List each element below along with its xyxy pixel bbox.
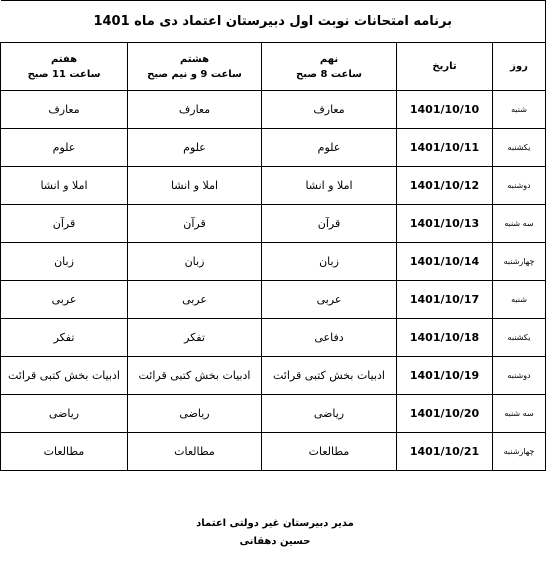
grade-9-subject: عربی bbox=[262, 281, 397, 319]
grade-7-subject: املا و انشا bbox=[1, 167, 128, 205]
table-row bbox=[1, 167, 546, 205]
header-row bbox=[1, 43, 546, 91]
table-row bbox=[1, 205, 546, 243]
day-cell: چهارشنبه bbox=[493, 433, 546, 471]
grade-9-subject: ادبیات بخش کتبی قرائت bbox=[262, 357, 397, 395]
header-date: تاریخ bbox=[397, 43, 493, 91]
grade-7-subject: زبان bbox=[1, 243, 128, 281]
grade-8-time: ساعت 9 و نیم صبح bbox=[147, 68, 242, 80]
date-cell: 1401/10/10 bbox=[397, 91, 493, 129]
grade-9-subject: زبان bbox=[262, 243, 397, 281]
grade-8-subject: ریاضی bbox=[128, 395, 262, 433]
grade-9-subject: دفاعی bbox=[262, 319, 397, 357]
header-grade-7 bbox=[1, 43, 128, 91]
grade-7-time: ساعت 11 صبح bbox=[27, 68, 101, 80]
grade-8-subject: علوم bbox=[128, 129, 262, 167]
table-row bbox=[1, 243, 546, 281]
grade-8-subject: تفکر bbox=[128, 319, 262, 357]
grade-8-subject: عربی bbox=[128, 281, 262, 319]
table-row bbox=[1, 281, 546, 319]
grade-9-subject: قرآن bbox=[262, 205, 397, 243]
table-row bbox=[1, 91, 546, 129]
grade-7-subject: مطالعات bbox=[1, 433, 128, 471]
day-cell: سه شنبه bbox=[493, 205, 546, 243]
grade-7-subject: ادبیات بخش کتبی قرائت bbox=[1, 357, 128, 395]
day-cell: شنبه bbox=[493, 281, 546, 319]
table-row bbox=[1, 319, 546, 357]
day-cell: یکشنبه bbox=[493, 129, 546, 167]
day-cell: دوشنبه bbox=[493, 167, 546, 205]
day-cell: شنبه bbox=[493, 91, 546, 129]
date-cell: 1401/10/20 bbox=[397, 395, 493, 433]
date-cell: 1401/10/11 bbox=[397, 129, 493, 167]
date-cell: 1401/10/12 bbox=[397, 167, 493, 205]
day-cell: سه شنبه bbox=[493, 395, 546, 433]
header-grade-9 bbox=[262, 43, 397, 91]
date-cell: 1401/10/14 bbox=[397, 243, 493, 281]
principal-name: حسین دهقانی bbox=[239, 536, 311, 547]
grade-9-subject: علوم bbox=[262, 129, 397, 167]
grade-8-label: هشتم bbox=[179, 53, 210, 65]
date-cell: 1401/10/19 bbox=[397, 357, 493, 395]
date-cell: 1401/10/17 bbox=[397, 281, 493, 319]
grade-7-subject: تفکر bbox=[1, 319, 128, 357]
header-grade-8 bbox=[128, 43, 262, 91]
grade-7-subject: ریاضی bbox=[1, 395, 128, 433]
grade-8-subject: قرآن bbox=[128, 205, 262, 243]
grade-9-subject: املا و انشا bbox=[262, 167, 397, 205]
table-row bbox=[1, 433, 546, 471]
grade-8-subject: معارف bbox=[128, 91, 262, 129]
date-cell: 1401/10/18 bbox=[397, 319, 493, 357]
date-cell: 1401/10/21 bbox=[397, 433, 493, 471]
grade-8-subject: زبان bbox=[128, 243, 262, 281]
grade-7-subject: قرآن bbox=[1, 205, 128, 243]
grade-7-subject: معارف bbox=[1, 91, 128, 129]
principal-title: مدیر دبیرستان غیر دولتی اعتماد bbox=[196, 518, 354, 529]
grade-9-subject: معارف bbox=[262, 91, 397, 129]
date-cell: 1401/10/13 bbox=[397, 205, 493, 243]
day-cell: یکشنبه bbox=[493, 319, 546, 357]
grade-9-subject: مطالعات bbox=[262, 433, 397, 471]
grade-8-subject: مطالعات bbox=[128, 433, 262, 471]
grade-9-time: ساعت 8 صبح bbox=[296, 68, 362, 80]
day-cell: چهارشنبه bbox=[493, 243, 546, 281]
grade-8-subject: ادبیات بخش کتبی قرائت bbox=[128, 357, 262, 395]
schedule-title: برنامه امتحانات نوبت اول دبیرستان اعتماد دی ماه 1401 bbox=[1, 1, 546, 43]
grade-9-label: نهم bbox=[319, 53, 339, 65]
grade-8-subject: املا و انشا bbox=[128, 167, 262, 205]
header-day: روز bbox=[493, 43, 546, 91]
grade-7-subject: عربی bbox=[1, 281, 128, 319]
table-row bbox=[1, 395, 546, 433]
day-cell: دوشنبه bbox=[493, 357, 546, 395]
grade-7-label: هفتم bbox=[50, 53, 78, 65]
grade-7-subject: علوم bbox=[1, 129, 128, 167]
table-row bbox=[1, 129, 546, 167]
grade-9-subject: ریاضی bbox=[262, 395, 397, 433]
table-row bbox=[1, 357, 546, 395]
